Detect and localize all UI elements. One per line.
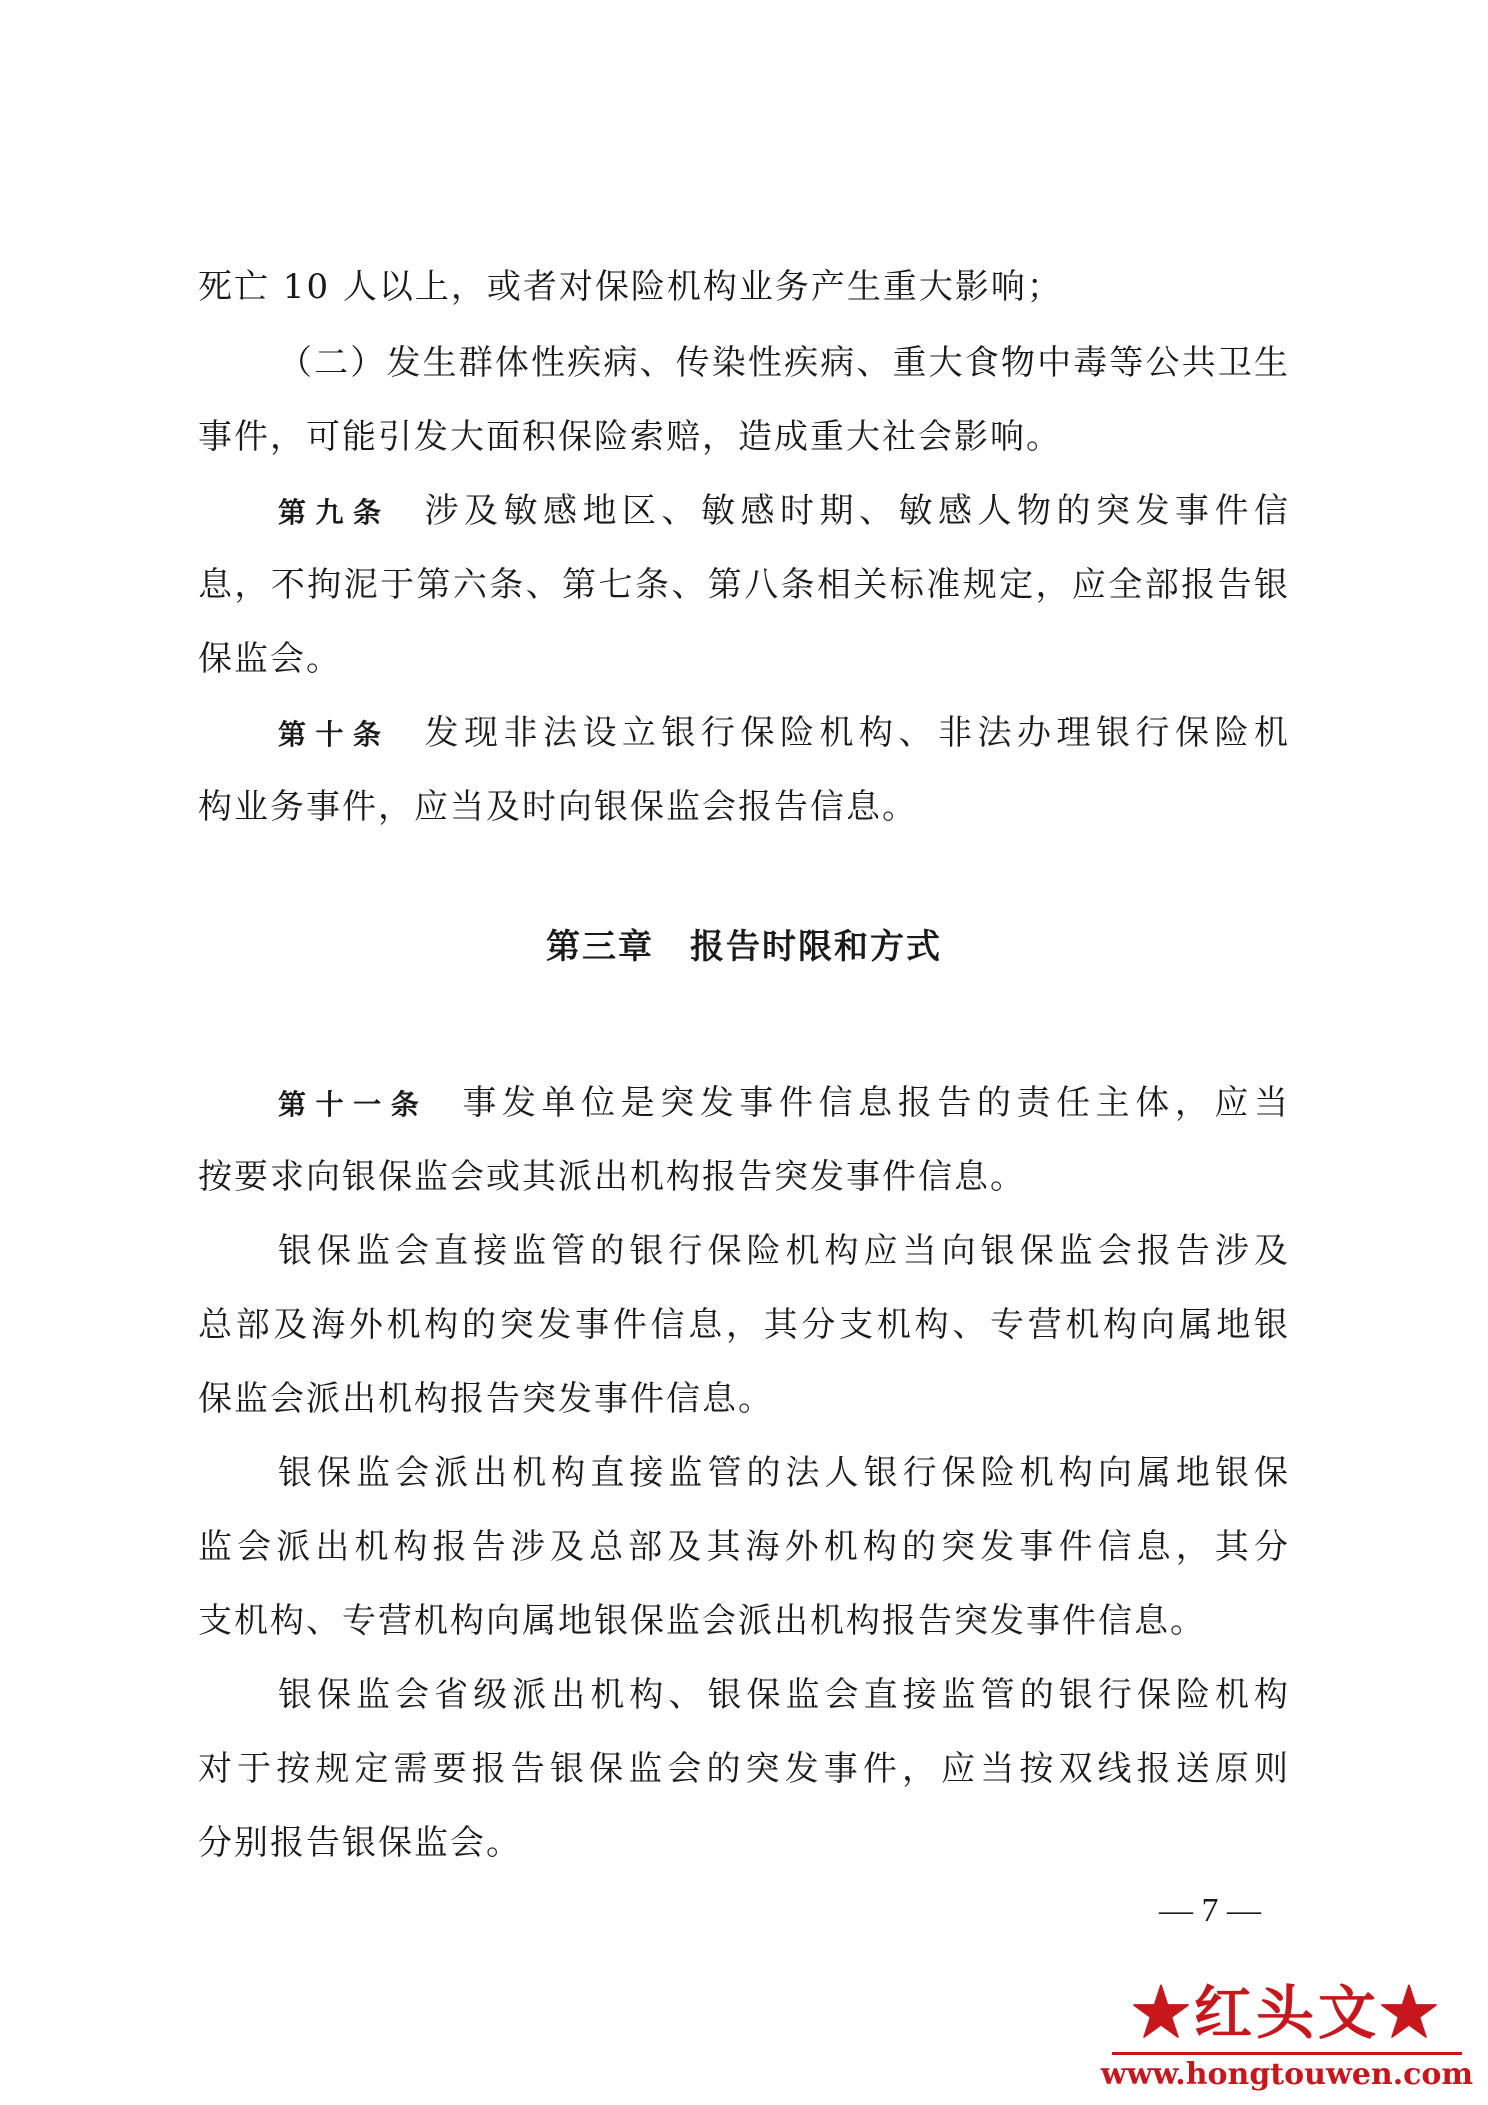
text-line: 支机构、专营机构向属地银保监会派出机构报告突发事件信息。 bbox=[198, 1601, 1206, 1641]
watermark-url: www.hongtouwen.com bbox=[1100, 2057, 1474, 2092]
article-11-title: 第十一条 bbox=[278, 1088, 429, 1121]
text-span: 涉及敏感地区、敏感时期、敏感人物的突发事件信 bbox=[424, 491, 1290, 531]
watermark-title: ★红头文★ bbox=[1131, 1979, 1442, 2047]
text-line: 事件，可能引发大面积保险索赔，造成重大社会影响。 bbox=[198, 417, 1062, 457]
text-line: 分别报告银保监会。 bbox=[198, 1823, 522, 1863]
article-9-title: 第九条 bbox=[278, 496, 391, 529]
article-10-title: 第十条 bbox=[278, 718, 391, 751]
text-line: 对于按规定需要报告银保监会的突发事件，应当按双线报送原则 bbox=[198, 1749, 1290, 1789]
text-line: 构业务事件，应当及时向银保监会报告信息。 bbox=[198, 787, 918, 827]
text-line: 死亡 10 人以上，或者对保险机构业务产生重大影响； bbox=[198, 267, 1063, 307]
text-span: 事发单位是突发事件信息报告的责任主体，应当 bbox=[462, 1083, 1290, 1123]
chapter-title: 第三章 报告时限和方式 bbox=[546, 927, 942, 967]
text-line: 监会派出机构报告涉及总部及其海外机构的突发事件信息，其分 bbox=[198, 1527, 1290, 1567]
text-span: 发现非法设立银行保险机构、非法办理银行保险机 bbox=[424, 713, 1290, 753]
text-line: 银保监会派出机构直接监管的法人银行保险机构向属地银保 bbox=[278, 1453, 1290, 1493]
text-line: 保监会。 bbox=[198, 639, 342, 679]
text-line: 按要求向银保监会或其派出机构报告突发事件信息。 bbox=[198, 1157, 1026, 1197]
article-11-line bbox=[278, 1078, 1290, 1128]
watermark bbox=[1092, 1978, 1482, 2098]
page-number: — 7 — bbox=[1159, 1892, 1261, 1929]
article-10-line bbox=[278, 708, 1290, 758]
watermark-divider bbox=[1112, 2052, 1462, 2055]
text-line: 银保监会直接监管的银行保险机构应当向银保监会报告涉及 bbox=[278, 1231, 1290, 1271]
article-9-line bbox=[278, 486, 1290, 536]
text-line: （二）发生群体性疾病、传染性疾病、重大食物中毒等公共卫生 bbox=[278, 343, 1290, 383]
text-line: 保监会派出机构报告突发事件信息。 bbox=[198, 1379, 774, 1419]
text-line: 银保监会省级派出机构、银保监会直接监管的银行保险机构 bbox=[278, 1675, 1290, 1715]
text-line: 息，不拘泥于第六条、第七条、第八条相关标准规定，应全部报告银 bbox=[198, 565, 1290, 605]
text-line: 总部及海外机构的突发事件信息，其分支机构、专营机构向属地银 bbox=[198, 1305, 1290, 1345]
